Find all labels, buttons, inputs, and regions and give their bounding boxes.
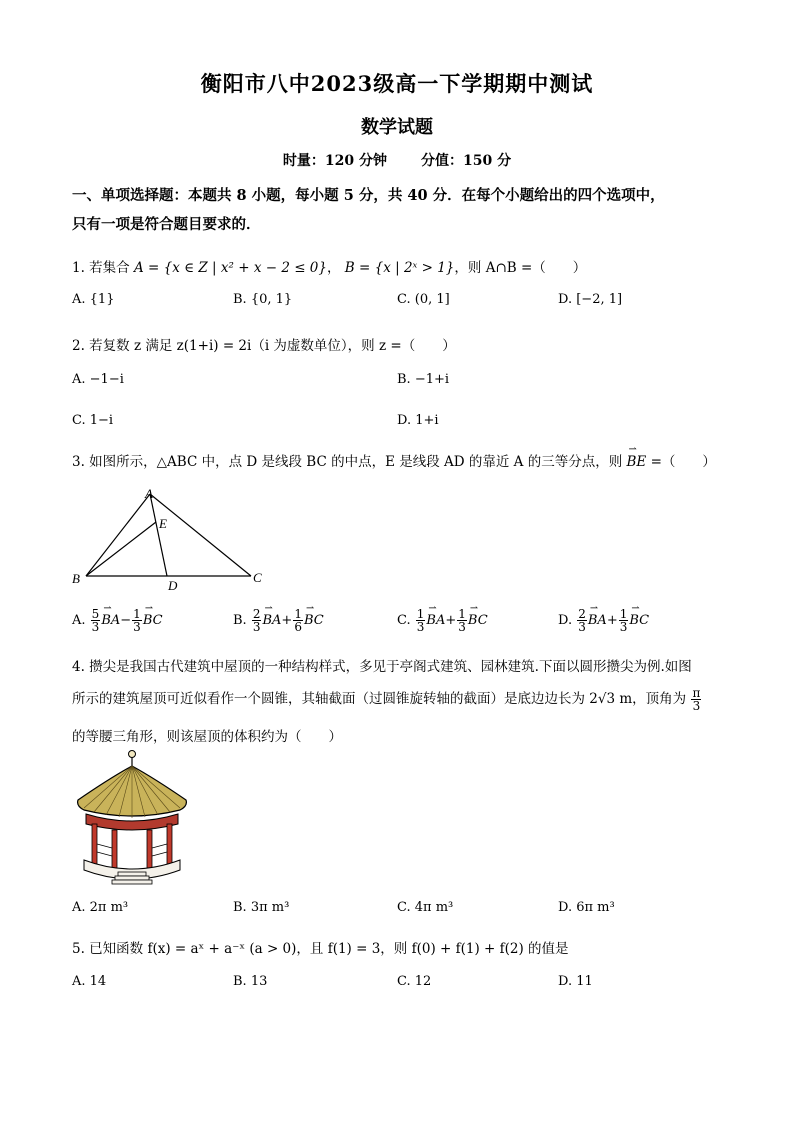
- q4-option-b[interactable]: B. 3π m³: [233, 900, 290, 915]
- option-letter: A.: [72, 613, 86, 628]
- exam-info: [0, 150, 794, 170]
- label-b: B: [72, 571, 80, 586]
- fraction-denominator: 6: [294, 620, 302, 634]
- option-letter: B.: [233, 613, 247, 628]
- score-label: 分值：150 分: [421, 153, 512, 169]
- q5-option-a[interactable]: A. 14: [72, 974, 107, 989]
- side-ac: [150, 494, 251, 576]
- fraction-denominator: 3: [458, 620, 466, 634]
- set-a-definition: A = {x ∈ Z | x² + x − 2 ≤ 0}: [133, 260, 327, 276]
- coefficient-fraction: [577, 608, 587, 633]
- question-4-stem-line1: 4. 攒尖是我国古代建筑中屋顶的一种结构样式，多见于亭阁式建筑、园林建筑.下面以圆形攒尖为例.如图: [72, 659, 692, 675]
- fraction-numerator: 1: [619, 607, 628, 621]
- coefficient-fraction: [293, 608, 303, 633]
- fraction-numerator: 1: [133, 607, 141, 621]
- vector-term: ⇀ BA: [426, 613, 445, 628]
- q1-option-c[interactable]: C. (0, 1]: [397, 292, 450, 307]
- vector-term: ⇀ BC: [304, 613, 324, 628]
- option-letter: D.: [558, 613, 573, 628]
- exam-title: 衡阳市八中2023级高一下学期期中测试: [200, 71, 594, 96]
- operator: −: [120, 613, 132, 628]
- q5-option-b[interactable]: B. 13: [233, 974, 268, 989]
- coefficient-fraction: [91, 608, 101, 633]
- fraction-numerator: 2: [578, 607, 586, 621]
- operator: +: [281, 613, 293, 628]
- question-4-stem-line3: 的等腰三角形，则该屋顶的体积约为（ ）: [72, 729, 342, 745]
- section-heading-line1: 一、单项选择题：本题共 8 小题，每小题 5 分，共 40 分．在每个小题给出的四个选项中，: [72, 187, 665, 204]
- fraction-numerator: 2: [252, 607, 261, 621]
- coefficient-fraction: [252, 608, 262, 633]
- coefficient-fraction: [619, 608, 629, 633]
- fraction-denominator: 3: [619, 620, 628, 634]
- fraction-numerator: 1: [458, 607, 466, 621]
- q4-option-c[interactable]: C. 4π m³: [397, 900, 454, 915]
- set-b-definition: B = {x | 2ˣ > 1}: [344, 260, 455, 276]
- coefficient-fraction: [132, 608, 142, 633]
- q2-option-b[interactable]: B. −1+i: [397, 372, 450, 387]
- question-1-stem: 1. 若集合 A = {x ∈ Z | x² + x − 2 ≤ 0}， B = {x | 2ˣ > 1}，则 A∩B =（ ）: [72, 260, 587, 276]
- segment-be: [86, 522, 156, 576]
- fraction-denominator: 3: [91, 620, 100, 634]
- question-4-stem-line2: 所示的建筑屋顶可近似看作一个圆锥，其轴截面（过圆锥旋转轴的截面）是底边边长为 2√3 m，顶角为 $\frac{\pi}{3}$: [72, 686, 701, 713]
- q3-option-c[interactable]: [397, 608, 488, 633]
- fraction-numerator: 1: [416, 607, 425, 621]
- option-letter: C.: [397, 613, 411, 628]
- operator: +: [606, 613, 618, 628]
- vector-term: ⇀ BA: [262, 613, 281, 628]
- vector-be: ⇀ BE: [627, 454, 647, 470]
- question-3-stem: 3. 如图所示，△ABC 中，点 D 是线段 BC 的中点，E 是线段 AD 的靠近 A 的三等分点，则 ⇀ BE =（ ）: [72, 450, 716, 470]
- label-e: E: [159, 516, 167, 531]
- fraction-numerator: 5: [91, 607, 100, 621]
- angle-fraction: $\frac{\pi}{3}$: [692, 686, 701, 713]
- question-2-stem: 2. 若复数 z 满足 z(1+i) = 2i（i 为虚数单位），则 z =（ ）: [72, 338, 456, 354]
- q5-option-d[interactable]: D. 11: [558, 974, 593, 989]
- q2-option-c[interactable]: C. 1−i: [72, 413, 114, 428]
- q4-option-a[interactable]: A. 2π m³: [72, 900, 129, 915]
- fraction-denominator: 3: [578, 620, 586, 634]
- vector-term: ⇀ BA: [101, 613, 120, 628]
- section-heading-line2: 只有一项是符合题目要求的．: [72, 216, 261, 233]
- vector-term: ⇀ BC: [143, 613, 163, 628]
- q2-option-a[interactable]: A. −1−i: [72, 372, 124, 387]
- label-a: A: [145, 486, 153, 501]
- vector-term: ⇀ BC: [468, 613, 488, 628]
- q5-option-c[interactable]: C. 12: [397, 974, 432, 989]
- fraction-denominator: 3: [416, 620, 425, 634]
- q1-option-b[interactable]: B. {0, 1}: [233, 292, 293, 307]
- label-d: D: [168, 578, 178, 593]
- coefficient-fraction: [457, 608, 467, 633]
- triangle-figure: [66, 484, 276, 594]
- q1-option-d[interactable]: D. [−2, 1]: [558, 292, 623, 307]
- pavilion-illustration: [70, 748, 195, 890]
- vector-term: ⇀ BC: [629, 613, 649, 628]
- exam-subtitle: 数学试题: [361, 117, 433, 138]
- q3-option-b[interactable]: [233, 608, 324, 633]
- label-c: C: [253, 570, 262, 585]
- fraction-denominator: 3: [252, 620, 261, 634]
- q2-option-d[interactable]: D. 1+i: [397, 413, 439, 428]
- operator: +: [445, 613, 457, 628]
- q1-option-a[interactable]: A. {1}: [72, 292, 115, 307]
- coefficient-fraction: [416, 608, 426, 633]
- q3-option-a[interactable]: [72, 608, 163, 633]
- question-5-stem: 5. 已知函数 f(x) = aˣ + a⁻ˣ (a > 0)，且 f(1) = 3，则 f(0) + f(1) + f(2) 的值是: [72, 941, 569, 957]
- fraction-denominator: 3: [133, 620, 141, 634]
- time-label: 时量：120 分钟: [282, 153, 387, 169]
- side-ab: [86, 494, 150, 576]
- q3-option-d[interactable]: [558, 608, 649, 633]
- fraction-numerator: 1: [294, 607, 302, 621]
- vector-term: ⇀ BA: [588, 613, 607, 628]
- q4-option-d[interactable]: D. 6π m³: [558, 900, 615, 915]
